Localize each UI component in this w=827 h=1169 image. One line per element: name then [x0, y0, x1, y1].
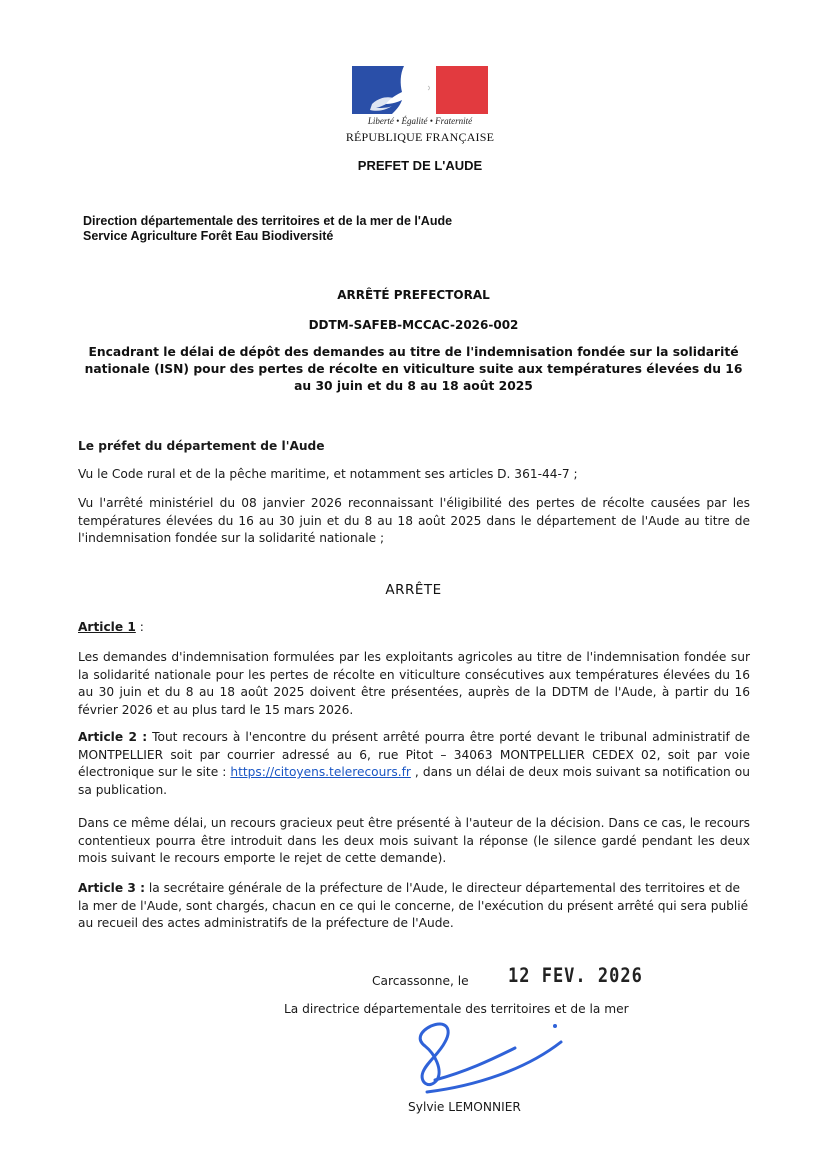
handwritten-signature-icon: [405, 1020, 590, 1100]
service-name: Service Agriculture Forêt Eau Biodiversité: [83, 229, 334, 243]
republique-francaise: RÉPUBLIQUE FRANÇAISE: [345, 130, 495, 144]
document-subject: Encadrant le délai de dépôt des demandes au titre de l'indemnisation fondée sur la solidarité nationale (ISN) pour des pertes de récolte en viticulture suite aux températures élevées du 16 au 30 juin et du 8 au 18 août 2025: [84, 345, 743, 393]
article-1-separator: :: [135, 620, 144, 634]
article-3-text: la secrétaire générale de la préfecture de l'Aude, le directeur départemental des territoires et de la mer de l'Aude, sont chargés, chacun en ce qui le concerne, de l'exécution du présent arrêté qui sera publié au recueil des actes administratifs de la préfecture de l'Aude.: [78, 881, 749, 930]
article-3-label: Article 3 :: [78, 881, 145, 895]
marianne-logo-icon: [352, 64, 488, 116]
article-1-heading: [78, 619, 750, 637]
document-type: ARRÊTÉ PREFECTORAL: [337, 288, 490, 302]
article-2: [78, 729, 750, 799]
date-stamp: 12 FEV. 2026: [508, 964, 643, 988]
signature-place: Carcassonne, le: [372, 974, 469, 988]
telerecours-link[interactable]: https://citoyens.telerecours.fr: [230, 765, 411, 779]
signer-name: Sylvie LEMONNIER: [408, 1100, 521, 1114]
recours-gracieux-text: Dans ce même délai, un recours gracieux peut être présenté à l'auteur de la décision. Dans ce cas, le recours contentieux pourra être introduit dans les deux mois suivant la réponse (le silence gardé pendant les deux mois suivant le recours emporte le rejet de cette demande).: [78, 816, 750, 865]
prefet-line: Le préfet du département de l'Aude: [78, 439, 325, 453]
arrete-heading: ARRÊTE: [385, 582, 442, 598]
direction-name: Direction départementale des territoires et de la mer de l'Aude: [83, 214, 453, 228]
article-2-text: Tout recours à l'encontre du présent arrêté pourra être porté devant le tribunal administratif de MONTPELLIER soit par courrier adressé au 6, rue Pitot – 34063 MONTPELLIER CEDEX 02, soit par voie électronique sur le site :: [78, 730, 750, 779]
article-2-label: Article 2 :: [78, 730, 148, 744]
visa-arrete-ministeriel: Vu l'arrêté ministériel du 08 janvier 2026 reconnaissant l'éligibilité des pertes de récolte causées par les températures élevées du 16 au 30 juin et du 8 au 18 août 2025 dans le département de l'Aude au titre de l'indemnisation fondée sur la solidarité nationale ;: [78, 496, 750, 545]
issuing-direction: [83, 214, 452, 244]
republic-motto: Liberté • Égalité • Fraternité: [367, 116, 473, 126]
article-3: [78, 880, 750, 933]
document-reference: DDTM-SAFEB-MCCAC-2026-002: [308, 318, 519, 332]
signer-title: La directrice départementale des territoires et de la mer: [284, 1002, 629, 1016]
article-2-text-end: , dans un délai de deux mois suivant sa notification ou sa publication.: [78, 765, 750, 797]
article-1-text: Les demandes d'indemnisation formulées par les exploitants agricoles au titre de l'indemnisation fondée sur la solidarité nationale pour les pertes de récolte en viticulture consécutives aux températures élevées du 16 au 30 juin et du 8 au 18 août 2025 doivent être présentées, auprès de la DDTM de l'Aude, à partir du 16 février 2026 et au plus tard le 15 mars 2026.: [78, 650, 750, 717]
prefet-heading: PREFET DE L'AUDE: [357, 158, 483, 173]
visa-code-rural: Vu le Code rural et de la pêche maritime, et notamment ses articles D. 361-44-7 ;: [78, 467, 578, 481]
article-1-label: Article 1: [78, 620, 136, 634]
